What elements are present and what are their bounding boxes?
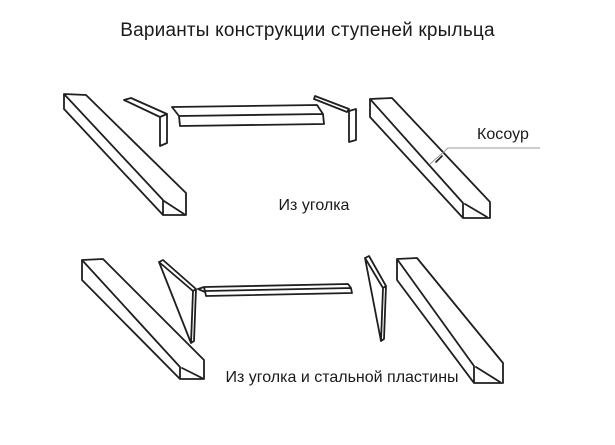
top-right-stringer-drawing xyxy=(370,98,490,218)
stringer-annotation-label: Косоур xyxy=(477,126,529,143)
bottom-right-steel-plate-drawing xyxy=(365,256,386,341)
top-step-angle-drawing xyxy=(172,105,324,126)
page-title: Варианты конструкции ступеней крыльца xyxy=(120,20,495,41)
top-left-stringer-drawing xyxy=(64,94,186,215)
bottom-right-stringer-drawing xyxy=(397,258,503,383)
bottom-variant-drawing xyxy=(82,256,503,383)
bottom-step-plate-drawing xyxy=(198,284,352,296)
top-variant-caption: Из уголка xyxy=(278,197,350,214)
bottom-variant-caption: Из уголка и стальной пластины xyxy=(225,369,459,386)
